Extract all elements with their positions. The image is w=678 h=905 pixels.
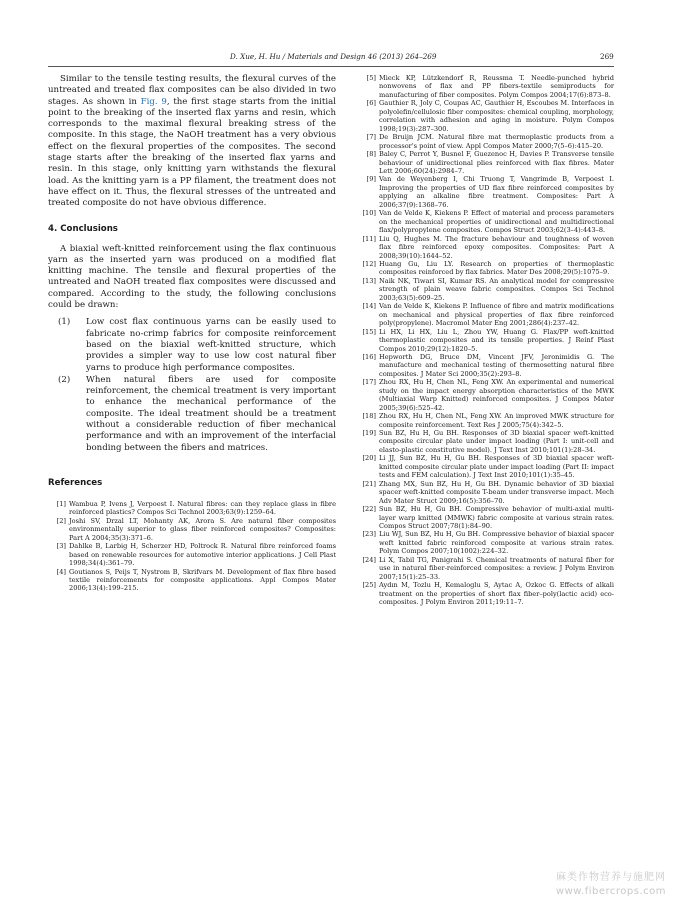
reference-item (356, 505, 614, 530)
reference-text: De Bruijn JCM. Natural fibre mat thermoplastic products from a processor's point of view. Appl Compos Mater 2000;7(5–6):415–20. (379, 133, 614, 150)
reference-item (356, 328, 614, 353)
reference-number: [13] (362, 276, 376, 285)
references-list-left (48, 500, 336, 593)
conclusions-intro: A biaxial weft-knitted reinforcement using the flax continuous yarn as the inserted yarn was produced on a modified flat knitting machine. The tensile and flexural properties of the untreated and NaOH treated flax composites were discussed and compared. According to the study, the following conclusions could be drawn: (48, 243, 336, 311)
reference-number: [9] (366, 175, 376, 184)
reference-text: Zhang MX, Sun BZ, Hu H, Gu BH. Dynamic behavior of 3D biaxial spacer weft-knitted composite T-beam under transverse impact. Mech Adv Mater Struct 2009;16(5):356–70. (379, 479, 614, 505)
reference-text: Liu WJ, Sun BZ, Hu H, Gu BH. Compressive behavior of biaxial spacer weft knitted fabric reinforced composite at various strain rates. Polym Compos 2007;10(1002):224–32. (379, 530, 614, 556)
reference-number: [16] (362, 352, 376, 361)
reference-item (356, 353, 614, 378)
reference-text: Aydın M, Tozlu H, Kemaloglu S, Aytac A, Ozkoc G. Effects of alkali treatment on the properties of short flax fiber–poly(lactic acid) eco-composites. J Polym Environ 2011;19:11–7. (379, 581, 614, 607)
references-list-right (356, 74, 614, 607)
reference-text: Hepworth DG, Bruce DM, Vincent JFV, Jeronimidis G. The manufacture and mechanical testing of thermosetting natural fibre composites. J Mater Sci 2000;35(2):293–8. (379, 352, 614, 378)
reference-item (356, 133, 614, 150)
watermark-url: www.fibercrops.com (555, 886, 666, 897)
reference-number: [23] (362, 530, 376, 539)
reference-item (356, 302, 614, 327)
reference-item (356, 556, 614, 581)
reference-number: [21] (362, 479, 376, 488)
conclusion-number: (1) (58, 317, 71, 328)
reference-text: Wambua P, Ivens J, Verpoest I. Natural fibres: can they replace glass in fibre reinforced plastics? Compos Sci Technol 2003;63(9):1259–64. (69, 499, 336, 517)
reference-text: Sun BZ, Hu H, Gu BH. Responses of 3D biaxial spacer weft-knitted composite circular plate under impact loading (Part I: unit-cell and elasto-plastic constitutive model). J Text Inst 2010;101(1):28–34. (379, 429, 614, 454)
reference-item (356, 150, 614, 175)
reference-text: Baley C, Perrot Y, Busnel F, Guezenoc H, Davies P. Transverse tensile behaviour of unidirectional plies reinforced with flax fibres. Mater Lett 2006;60(24):2984–7. (379, 150, 614, 175)
reference-number: [8] (366, 150, 376, 159)
left-column (48, 74, 336, 593)
reference-text: Van de Velde K, Kiekens P. Effect of material and process parameters on the mechanical properties of unidirectional and multidirectional flax/polypropylene composites. Compos Struct 2003;62(3–4):443–8. (379, 209, 614, 235)
reference-item (356, 480, 614, 505)
reference-number: [11] (362, 234, 376, 243)
conclusions-heading: 4. Conclusions (48, 223, 118, 234)
reference-item (48, 517, 336, 542)
reference-text: Li X, Tabil TG, Panigrahi S. Chemical treatments of natural fiber for use in natural fiber-reinforced composites: a review. J Polym Environ 2007;15(1):25–33. (379, 555, 614, 581)
reference-number: [17] (362, 378, 376, 387)
references-heading: References (48, 477, 103, 488)
reference-item (356, 260, 614, 277)
header-rule (48, 66, 614, 67)
reference-text: Zhou RX, Hu H, Chen NL, Feng XW. An improved MWK structure for composite reinforcement. Text Res J 2005;75(4):342–5. (379, 412, 614, 429)
reference-item (356, 74, 614, 99)
reference-text: Van de Velde K, Kiekens P. Influence of fibre and matrix modifications on mechanical and physical properties of flax fibre reinforced poly(propylene). Macromol Mater Eng 2001;286(4):237–42. (379, 302, 614, 328)
reference-text: Li HX, Li HX, Liu L, Zhou YW, Huang G. Flax/PP weft-knitted thermoplastic composites and its tensile properties. J Reinf Plast Compos 2010;29(12):1820–5. (379, 327, 614, 353)
reference-text: Zhou RX, Hu H, Chen NL, Feng XW. An experimental and numerical study on the impact energy absorption characteristics of the MWK (Multiaxial Warp Knitted) reinforced composites. J Compos Mater 2005;39(6):525–42. (379, 378, 614, 412)
reference-text: Mieck KP, Lützkendorf R, Reussma T. Needle-punched hybrid nonwovens of flax and PP fibers-textile semiproducts for manufacturing of fiber composites. Polym Compos 2004;17(6):873–8. (379, 74, 614, 99)
reference-number: [22] (362, 505, 376, 514)
reference-number: [19] (362, 429, 376, 438)
reference-text: Sun BZ, Hu H, Gu BH. Compressive behavior of multi-axial multi-layer warp knitted (MMWK) fabric composite at various strain rates. Compos Struct 2007;78(1):84–90. (379, 505, 614, 531)
reference-number: [3] (56, 542, 66, 551)
reference-text: Goutianos S, Peijs T, Nystrom B, Skrifvars M. Development of flax fibre based textile reinforcements for composite applications. Appl Compos Mater 2006;13(4):199–215. (69, 567, 336, 593)
reference-item (356, 378, 614, 412)
reference-text: Joshi SV, Drzal LT, Mohanty AK, Arora S. Are natural fiber composites environmentally superior to glass fiber reinforced composites? Composites: Part A 2004;35(3):371–6. (69, 516, 336, 542)
reference-text: Gauthier R, Joly C, Coupas AC, Gauthier H, Escoubes M. Interfaces in polyolefin/cellulosic fiber composites: chemical coupling, morphology, correlation with adhesion and aging in moisture. Polym Compos 1998;19(3):287–300. (379, 99, 614, 133)
reference-number: [14] (362, 302, 376, 311)
right-column (356, 74, 614, 607)
reference-text: Van de Weyenberg I, Chi Truong T, Vangrimde B, Verpoest I. Improving the properties of UD flax fibre reinforced composites by applying an alkaline fibre treatment. Composites: Part A 2006;37(9):1368–76. (379, 175, 614, 209)
reference-number: [20] (362, 454, 376, 463)
reference-text: Huang Gu, Liu LY. Research on properties of thermoplastic composites reinforced by flax fabrics. Mater Des 2008;29(5):1075–9. (379, 259, 614, 277)
reference-item (356, 99, 614, 133)
reference-number: [5] (366, 74, 376, 82)
running-head: D. Xue, H. Hu / Materials and Design 46 (2013) 264–269 (230, 52, 437, 61)
reference-number: [18] (362, 412, 376, 421)
conclusion-item (48, 375, 336, 454)
reference-number: [1] (56, 499, 66, 508)
reference-number: [6] (366, 99, 376, 108)
reference-item (356, 429, 614, 454)
reference-text: Li JJ, Sun BZ, Hu H, Gu BH. Responses of 3D biaxial spacer weft-knitted composite circular plate under impact loading (Part II: impact tests and FEM calculation). J Text Inst 2010;101(1):35–45. (379, 454, 614, 480)
conclusion-text: When natural fibers are used for composite reinforcement, the chemical treatment is very important to enhance the mechanical performance of the composite. The ideal treatment should be a treatment without a considerable reduction of fiber mechanical performance and with an improvement of the interfacial bonding between the fibers and matrices. (86, 374, 336, 453)
reference-item (356, 277, 614, 302)
flexural-paragraph (48, 74, 336, 210)
conclusion-text: Low cost flax continuous yarns can be easily used to fabricate no-crimp fabrics for composite reinforcement based on the biaxial weft-knitted structure, which provides a simpler way to use low cost natural fiber yarns to produce high performance composites. (86, 317, 336, 373)
reference-item (356, 175, 614, 209)
reference-item (356, 209, 614, 234)
conclusion-item (48, 317, 336, 373)
reference-number: [2] (56, 516, 66, 525)
reference-number: [25] (362, 581, 376, 590)
reference-item (48, 542, 336, 567)
reference-item (48, 568, 336, 593)
watermark-site-name: 麻类作物营养与施肥网 (556, 872, 666, 883)
reference-number: [4] (56, 567, 66, 576)
reference-item (356, 412, 614, 429)
fig-9-link[interactable]: Fig. 9 (140, 96, 167, 107)
page-number: 269 (600, 52, 614, 61)
flexural-text-b: , the first stage starts from the initial point to the breaking of the inserted flax yarns and resin, which corresponds to the maximal flexural breaking stress of the composite. In this stage, the NaOH treatment has a very obvious effect on the flexural properties of the composites. The second stage starts after the breaking of the inserted flax yarns and resin. In this stage, only knitting yarn withstands the flexural load. As the knitting yarn is a PP filament, the treatment does not have effect on it. Thus, the flexural stresses of the untreated and treated composite do not have obvious difference. (48, 96, 336, 209)
reference-text: Dahlke B, Larbig H, Scherzer HD, Poltrock R. Natural fibre reinforced foams based on renewable resources for automotive interior applications. J Cell Plast 1998;34(4):361–79. (69, 542, 336, 568)
reference-number: [12] (362, 259, 376, 268)
reference-number: [24] (362, 555, 376, 564)
reference-item (48, 500, 336, 517)
conclusions-list (48, 317, 336, 454)
reference-number: [15] (362, 327, 376, 336)
reference-number: [7] (366, 133, 376, 142)
reference-text: Liu Q, Hughes M. The fracture behaviour and toughness of woven flax fibre reinforced epoxy composites. Composites: Part A 2008;39(10):1644–52. (379, 234, 614, 260)
reference-item (356, 454, 614, 479)
reference-text: Naik NK, Tiwari SI, Kumar RS. An analytical model for compressive strength of plain weave fabric composites. Compos Sci Technol 2003;63(5):609–25. (379, 276, 614, 302)
flexural-text-a: Similar to the tensile testing results, the flexural curves of the untreated and treated flax composites can be also divided in two stages. As shown in (48, 74, 336, 107)
reference-item (356, 581, 614, 606)
reference-item (356, 530, 614, 555)
conclusion-number: (2) (58, 374, 71, 385)
reference-item (356, 235, 614, 260)
reference-number: [10] (362, 209, 376, 218)
